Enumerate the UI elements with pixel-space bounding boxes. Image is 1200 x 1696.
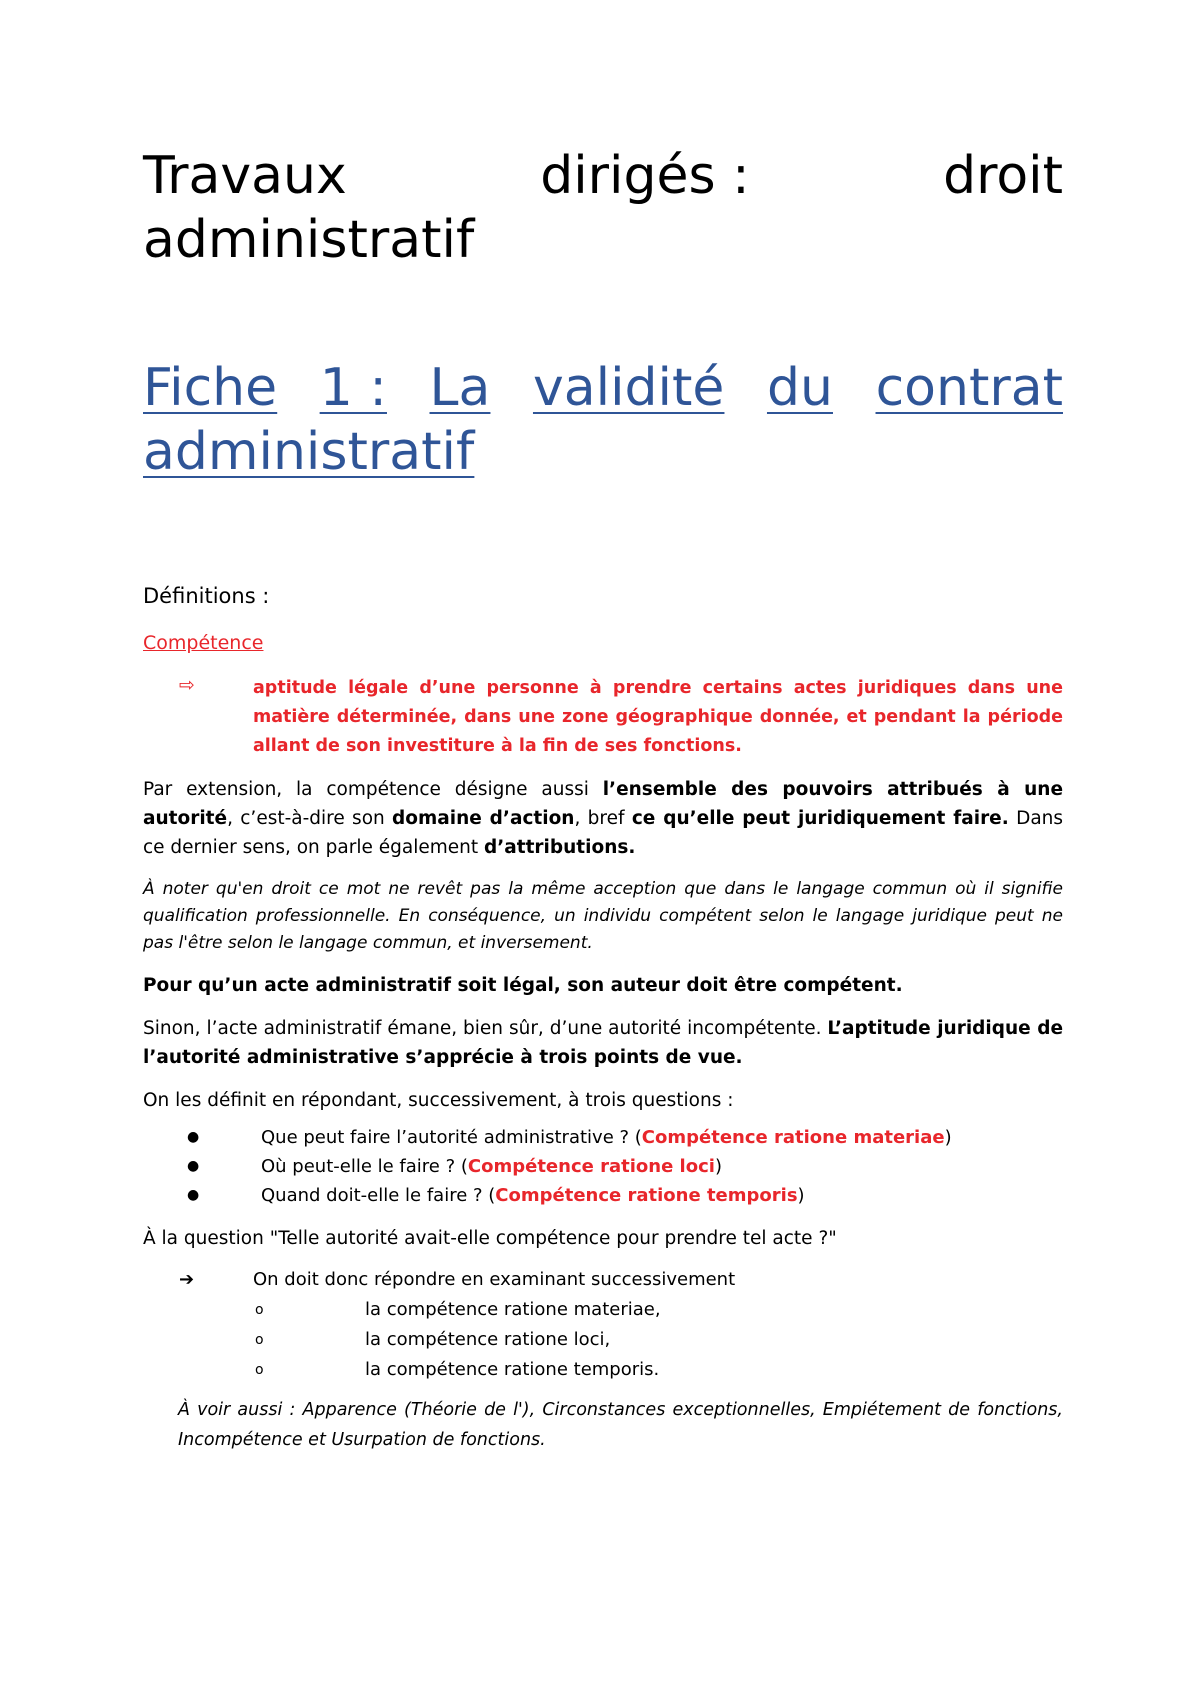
list-item [143,1123,1063,1152]
text-run: Sinon, l’acte administratif émane, bien sûr, d’une autorité incompétente. [143,1018,828,1039]
question-tag: Compétence ratione temporis [495,1185,798,1206]
circle-bullet-icon: o [255,1362,264,1378]
extension-paragraph [143,775,1063,862]
title-word: Travaux [143,146,347,206]
fiche-heading [143,356,1063,484]
incompetence-paragraph [143,1014,1063,1072]
question-text: Où peut-elle le faire ? ( [261,1156,468,1177]
answer-entry: la compétence ratione temporis. [365,1359,660,1380]
questions-list [143,1123,1063,1210]
bold-run: L’aptitude juridique de l’autorité administrative s’apprécie à trois points de vue. [143,1018,1064,1068]
bold-run: d’attributions. [483,837,636,858]
answer-entry: la compétence ratione loci, [365,1329,611,1350]
note-paragraph: À noter qu'en droit ce mot ne revêt pas la même acception que dans le langage commun où il signifie qualification professionnelle. En conséquence, un individu compétent selon le langage juridique peut ne pas l'être selon le langage commun, et inversement. [143,879,1063,953]
title-line2: administratif [143,210,475,270]
list-item [143,1295,1063,1325]
document-title [143,144,1063,272]
text-run: , bref [574,808,632,829]
answer-text: On doit donc répondre en examinant successivement [253,1269,736,1290]
subtitle-word: La [429,358,491,418]
bold-run: l’ensemble des pouvoirs attribués à une autorité [143,779,1063,829]
subtitle-word: du [766,358,833,418]
bullet-icon: ● [187,1158,200,1174]
question-text: Quand doit-elle le faire ? ( [261,1185,496,1206]
question-tag: Compétence ratione materiae [641,1127,945,1148]
questions-intro: On les définit en répondant, successivement, à trois questions : [143,1090,734,1111]
document-content [143,144,1063,1455]
answer-item [143,1265,1063,1295]
subtitle-word: validité [532,358,725,418]
subtitle-word: contrat [875,358,1063,418]
text-run: Dans ce dernier sens, on parle également [143,808,1064,858]
question-line: À la question "Telle autorité avait-elle compétence pour prendre tel acte ?" [143,1228,837,1249]
question-end: ) [797,1185,805,1206]
bold-run: domaine d’action [392,808,575,829]
subtitle-line2: administratif [143,422,475,482]
list-item [143,1355,1063,1385]
arrow-icon: ⇨ [179,674,195,696]
circle-bullet-icon: o [255,1332,264,1348]
bullet-icon: ● [187,1129,200,1145]
definition-text: aptitude légale d’une personne à prendre certains actes juridiques dans une matière déterminée, dans une zone géographique donnée, et pendant la période allant de son investiture à la fin de ses fonctions. [253,678,1063,756]
title-word: dirigés : [540,146,750,206]
question-end: ) [714,1156,722,1177]
question-tag: Compétence ratione loci [467,1156,715,1177]
definitions-heading: Définitions : [143,584,270,608]
rule-paragraph: Pour qu’un acte administratif soit légal, son auteur doit être compétent. [143,975,903,996]
list-item [143,1181,1063,1210]
list-item [143,1152,1063,1181]
question-text: Que peut faire l’autorité administrative ? ( [261,1127,642,1148]
list-item [143,1325,1063,1355]
circle-bullet-icon: o [255,1302,264,1318]
text-run: Par extension, la compétence désigne aussi [143,779,603,800]
competence-heading: Compétence [143,632,264,654]
subtitle-word: 1 : [319,358,387,418]
subtitle-word: Fiche [143,358,278,418]
right-arrow-icon: ➔ [179,1269,195,1290]
answers-list [143,1295,1063,1385]
bold-run: ce qu’elle peut juridiquement faire. [631,808,1009,829]
text-run: , c’est-à-dire son [227,808,393,829]
competence-definition [143,674,1063,761]
bullet-icon: ● [187,1187,200,1203]
answer-entry: la compétence ratione materiae, [365,1299,661,1320]
title-word: droit [943,146,1063,206]
question-end: ) [944,1127,952,1148]
see-also-paragraph: À voir aussi : Apparence (Théorie de l'), Circonstances exceptionnelles, Empiétement de fonctions, Incompétence et Usurpation de fonctions. [178,1400,1063,1450]
